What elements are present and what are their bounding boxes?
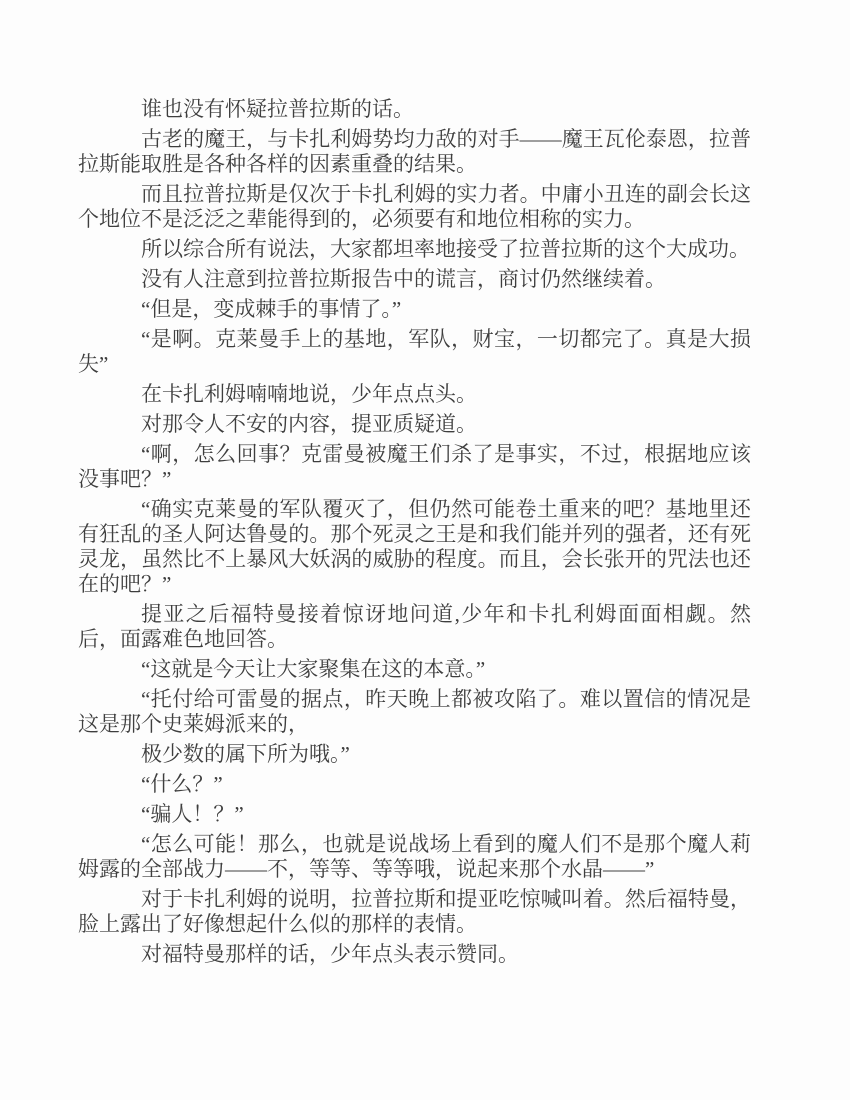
paragraph: 谁也没有怀疑拉普拉斯的话。 [141,97,414,121]
paragraph: 在卡扎利姆喃喃地说，少年点点头。 [141,382,477,406]
paragraph: 对那令人不安的内容，提亚质疑道。 [141,412,477,436]
paragraph: 对于卡扎利姆的说明，拉普拉斯和提亚吃惊喊叫着。然后福特曼，脸上露出了好像想起什么似的那样的表情。 [78,887,751,936]
paragraph-dialogue: “但是，变成棘手的事情了。” [141,297,402,321]
paragraph-dialogue: “这就是今天让大家聚集在这的本意。” [141,657,486,681]
paragraph-dialogue: “托付给可雷曼的据点，昨天晚上都被攻陷了。难以置信的情况是这是那个史莱姆派来的， [78,687,751,736]
paragraph: 没有人注意到拉普拉斯报告中的谎言，商讨仍然继续着。 [141,267,666,291]
paragraph-dialogue: “啊，怎么回事？克雷曼被魔王们杀了是事实，不过，根据地应该没事吧？” [78,442,751,491]
novel-text-column [78,97,751,967]
paragraph-dialogue: “怎么可能！那么，也就是说战场上看到的魔人们不是那个魔人莉姆露的全部战力——不，等等、等等哦，说起来那个水晶——” [78,832,751,881]
paragraph-dialogue: “什么？” [141,772,223,796]
paragraph: 所以综合所有说法，大家都坦率地接受了拉普拉斯的这个大成功。 [141,237,750,261]
paragraph-dialogue: 极少数的属下所为哦。” [141,742,350,766]
paragraph-dialogue: “确实克莱曼的军队覆灭了，但仍然可能卷土重来的吧？基地里还有狂乱的圣人阿达鲁曼的。那个死灵之王是和我们能并列的强者，还有死灵龙，虽然比不上暴风大妖涡的威胁的程度。而且，会长张开的咒法也还在的吧？” [78,497,751,596]
paragraph-dialogue: “骗人！？” [141,802,244,826]
paragraph: 古老的魔王，与卡扎利姆势均力敌的对手——魔王瓦伦泰恩，拉普拉斯能取胜是各种各样的因素重叠的结果。 [78,127,751,176]
paragraph: 提亚之后福特曼接着惊讶地问道,少年和卡扎利姆面面相觑。然后，面露难色地回答。 [78,602,751,651]
paragraph-dialogue: “是啊。克莱曼手上的基地，军队，财宝，一切都完了。真是大损失” [78,327,751,376]
paragraph: 对福特曼那样的话，少年点头表示赞同。 [141,942,519,966]
paragraph: 而且拉普拉斯是仅次于卡扎利姆的实力者。中庸小丑连的副会长这个地位不是泛泛之辈能得到的，必须要有和地位相称的实力。 [78,182,751,231]
